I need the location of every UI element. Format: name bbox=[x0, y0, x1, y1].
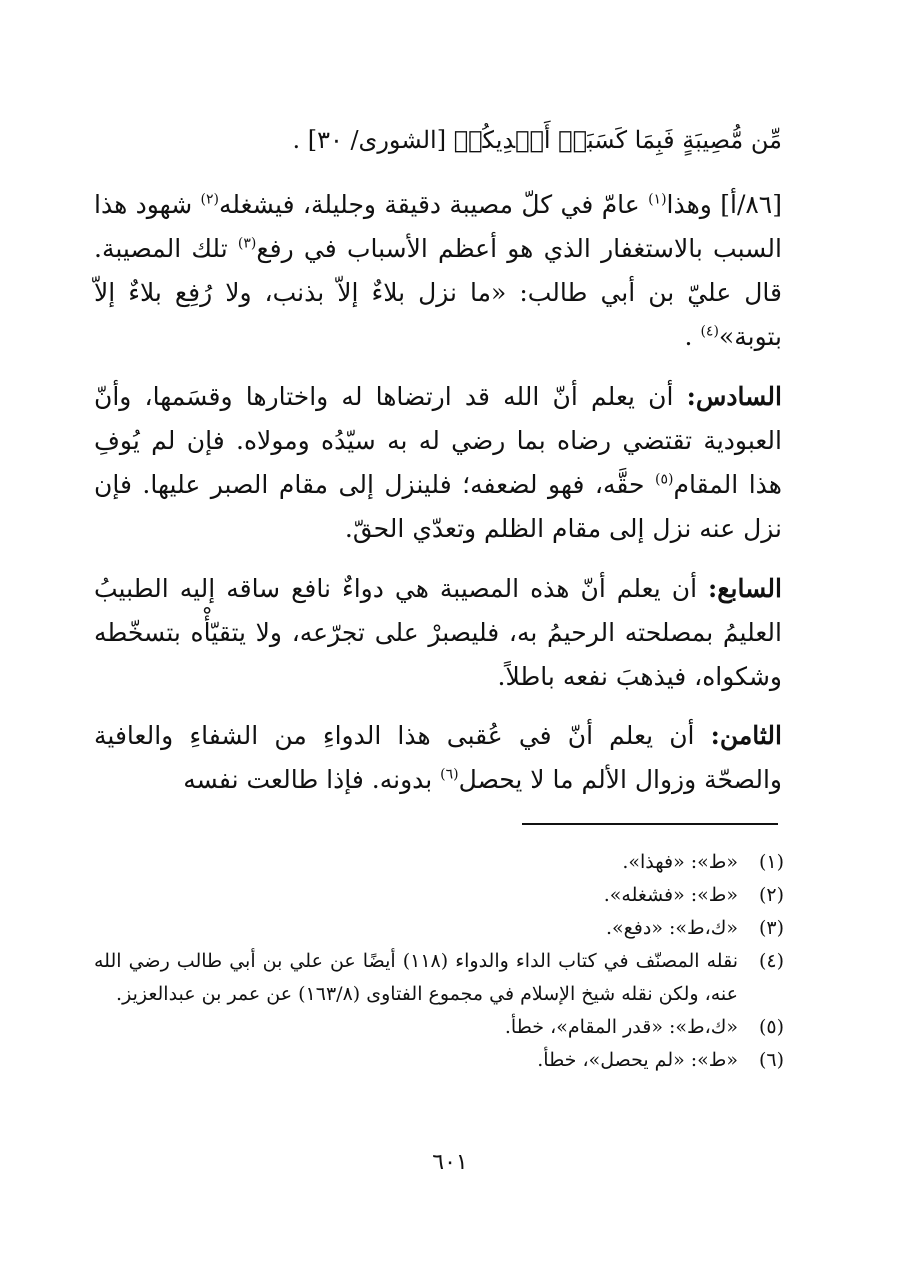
footnote-text: نقله المصنّف في كتاب الداء والدواء (١١٨) أيضًا عن علي بن أبي طالب رضي الله عنه، ولكن نقله شيخ الإسلام في مجموع الفتاوى (١٦٣/٨) عن عمر بن عبدالعزيز. bbox=[94, 950, 738, 1005]
footnote-number: (٤) bbox=[758, 950, 784, 972]
paragraph-heading: الثامن: bbox=[710, 721, 782, 750]
footnote-ref-2: (٢) bbox=[200, 191, 219, 208]
paragraph-heading: السابع: bbox=[708, 574, 782, 603]
paragraph-istighfar bbox=[94, 183, 782, 359]
footnote-ref-5: (٥) bbox=[655, 471, 674, 488]
paragraph-text: عامّ في كلّ مصيبة دقيقة وجليلة، فيشغله bbox=[218, 190, 649, 219]
footnote-text: «ك،ط»: «قدر المقام»، خطأ. bbox=[504, 1016, 738, 1038]
footnote-divider bbox=[522, 823, 778, 825]
footnote-item bbox=[94, 945, 784, 1011]
paragraph-text: . bbox=[684, 322, 701, 351]
footnote-text: «ط»: «فشغله». bbox=[603, 884, 738, 906]
paragraph-text: تلك المصيبة. قال عليّ بن أبي طالب: «ما نزل بلاءٌ إلاّ بذنب، ولا رُفِع بلاءٌ إلاّ بتوبة» bbox=[94, 234, 782, 351]
paragraph-seventh bbox=[94, 567, 782, 699]
paragraph-heading: السادس: bbox=[686, 382, 782, 411]
footnote-ref-3: (٣) bbox=[237, 235, 257, 252]
page-number: ٦٠١ bbox=[432, 1150, 468, 1175]
footnote-number: (١) bbox=[758, 851, 784, 873]
quran-reference: [الشورى/ ٣٠] . bbox=[292, 126, 447, 154]
folio-marker: [٨٦/أ] bbox=[720, 190, 782, 219]
footnote-text: «ط»: «فهذا». bbox=[622, 851, 738, 873]
footnote-ref-6: (٦) bbox=[440, 766, 459, 783]
footnote-number: (٢) bbox=[758, 884, 784, 906]
footnote-number: (٣) bbox=[758, 917, 784, 939]
paragraph-text: أن يعلم أنّ الله قد ارتضاها له واختارها وقسَمها، وأنّ العبودية تقتضي رضاه بما رضي له به سيّدُه ومولاه. فإن لم يُوفِ هذا المقام bbox=[94, 382, 782, 499]
footnote-item bbox=[94, 846, 784, 879]
footnote-ref-1: (١) bbox=[648, 191, 667, 208]
quran-verse: مِّن مُّصِيبَةٍ فَبِمَا كَسَبَتۡ أَيۡدِيكُمۡ bbox=[453, 126, 782, 154]
paragraph-text: أن يعلم أنّ هذه المصيبة هي دواءٌ نافع ساقه إليه الطبيبُ العليمُ بمصلحته الرحيمُ به، فليصبرْ على تجرّعه، ولا يتقيّأْه بتسخّطه وشكواه، فيذهبَ نفعه باطلاً. bbox=[94, 574, 782, 691]
paragraph-text: شهود هذا السبب بالاستغفار الذي هو أعظم الأسباب في رفع bbox=[94, 190, 782, 263]
paragraph-text: أن يعلم أنّ في عُقبى هذا الدواءِ من الشفاءِ والعافية والصحّة وزوال الألم ما لا يحصل bbox=[94, 721, 782, 794]
footnotes bbox=[94, 846, 784, 1077]
footnote-item bbox=[94, 912, 784, 945]
footnote-item bbox=[94, 879, 784, 912]
footnote-number: (٥) bbox=[758, 1016, 784, 1038]
paragraph-sixth bbox=[94, 375, 782, 551]
quran-verse-line bbox=[94, 120, 782, 160]
paragraph-text: بدونه. فإذا طالعت نفسه bbox=[183, 765, 441, 794]
footnote-ref-4: (٤) bbox=[700, 323, 719, 340]
paragraph-eighth bbox=[94, 714, 782, 802]
paragraph-text: حقَّه، فهو لضعفه؛ فلينزل إلى مقام الصبر عليها. فإن نزل عنه نزل إلى مقام الظلم وتعدّي الحقّ. bbox=[94, 470, 782, 543]
paragraph-text: وهذا bbox=[666, 190, 721, 219]
footnote-item bbox=[94, 1044, 784, 1077]
footnote-text: «ك،ط»: «دفع». bbox=[606, 917, 738, 939]
footnote-text: «ط»: «لم يحصل»، خطأ. bbox=[537, 1049, 738, 1071]
footnote-number: (٦) bbox=[758, 1049, 784, 1071]
footnote-item bbox=[94, 1011, 784, 1044]
